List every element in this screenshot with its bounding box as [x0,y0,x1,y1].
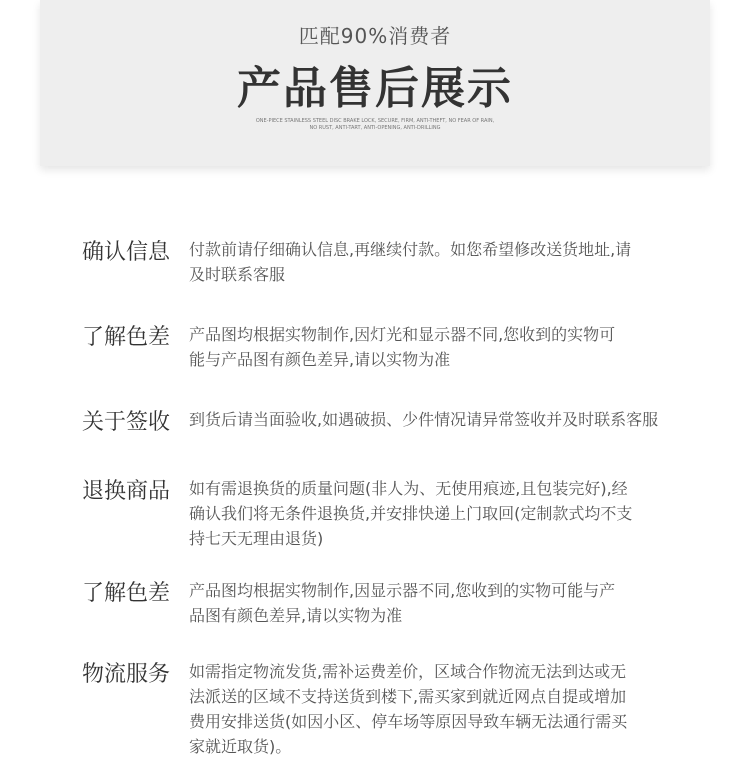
section-label: 了解色差 [82,325,171,350]
banner-tagline-line-2: NO RUST, ANTI-TART, ANTI-OPENING, ANTI-DRILLING [309,125,441,131]
section-text-line: 法派送的区域不支持送货到楼下,需买家到就近网点自提或增加 [189,687,627,706]
section-text [189,659,659,759]
section-text-line: 如有需退换货的质量问题(非人为、无使用痕迹,且包装完好),经 [189,479,628,498]
banner-tagline-line-1: ONE-PIECE STAINLESS STEEL DISC BRAKE LOCK, SECURE, FIRM, ANTI-THEFT, NO FEAR OF RAIN, [255,118,495,124]
section-text-line: 到货后请当面验收,如遇破损、少件情况请异常签收并及时联系客服 [189,410,659,429]
header-banner [40,0,710,166]
banner-subtitle: 匹配90%消费者 [298,24,452,48]
section-label: 确认信息 [82,240,171,265]
section-text-line: 持七天无理由退货) [189,529,324,548]
section-text-line: 及时联系客服 [189,265,286,284]
banner-title: 产品售后展示 [237,63,513,114]
section-text-line: 能与产品图有颜色差异,请以实物为准 [189,350,451,369]
section-text [189,237,659,287]
section-text-line: 付款前请仔细确认信息,再继续付款。如您希望修改送货地址,请 [189,240,632,259]
section-label: 关于签收 [82,410,171,435]
section-text-line: 产品图均根据实物制作,因显示器不同,您收到的实物可能与产 [189,581,616,600]
section-text [189,578,659,628]
section-text-line: 品图有颜色差异,请以实物为准 [189,606,403,625]
section-text-line: 费用安排送货(如因小区、停车场等原因导致车辆无法通行需买 [189,712,628,731]
section-label: 物流服务 [82,662,171,687]
section-text-line: 家就近取货)。 [189,737,292,756]
section-text [189,322,659,372]
section-text-line: 产品图均根据实物制作,因灯光和显示器不同,您收到的实物可 [189,325,616,344]
section-text-line: 如需指定物流发货,需补运费差价，区域合作物流无法到达或无 [189,662,627,681]
section-label: 退换商品 [82,479,171,504]
section-text [189,407,659,432]
section-text-line: 确认我们将无条件退换货,并安排快递上门取回(定制款式均不支 [189,504,633,523]
section-text [189,476,659,551]
banner-tagline [240,118,510,132]
section-label: 了解色差 [82,581,171,606]
